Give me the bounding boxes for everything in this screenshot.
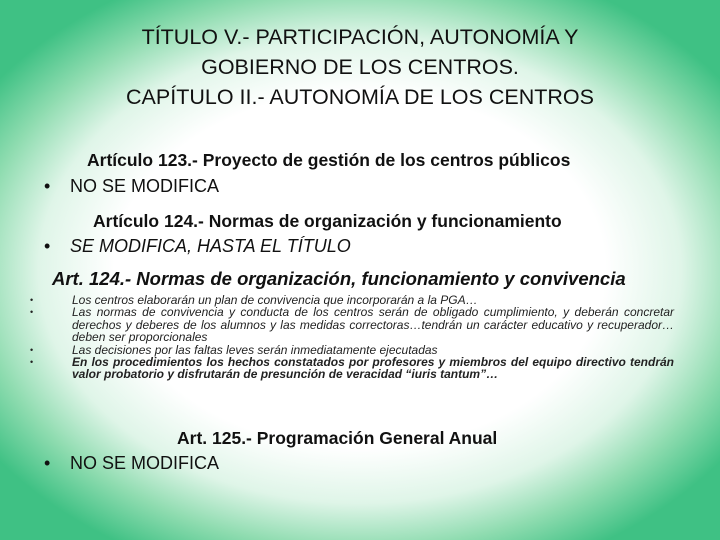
art124-heading: Artículo 124.- Normas de organización y funcionamiento: [93, 211, 562, 231]
art124-items-list: [30, 294, 674, 381]
bullet-icon: •: [30, 307, 34, 318]
list-item: [30, 306, 674, 343]
art125-status: NO SE MODIFICA: [70, 453, 220, 473]
list-item-text: Los centros elaborarán un plan de convivencia que incorporarán a la PGA…: [72, 293, 478, 307]
list-item-text: Las decisiones por las faltas leves serán inmediatamente ejecutadas: [72, 342, 438, 357]
title-line-1: TÍTULO V.- PARTICIPACIÓN, AUTONOMÍA Y: [141, 25, 579, 49]
bullet-icon: •: [30, 344, 34, 355]
art123-status-line: [44, 176, 219, 197]
art125-heading: Art. 125.- Programación General Anual: [177, 428, 498, 448]
title-line-2: GOBIERNO DE LOS CENTROS.: [201, 55, 519, 79]
art123-heading: Artículo 123.- Proyecto de gestión de los centros públicos: [87, 150, 571, 170]
title-line-3: CAPÍTULO II.- AUTONOMÍA DE LOS CENTROS: [126, 85, 594, 109]
art124-status-line: [44, 236, 351, 257]
list-item-text: Las normas de convivencia y conducta de los centros serán de obligado cumplimiento, y deberán concretar derechos y deberes de los alumnos y las medidas correctoras…tendrán un carácter educativo y recuperador…deben ser proporcionales: [72, 305, 674, 345]
art124-status: SE MODIFICA, HASTA EL TÍTULO: [70, 236, 351, 256]
art125-status-line: [44, 453, 219, 474]
bullet-icon: •: [30, 295, 34, 305]
bullet-icon: •: [30, 357, 34, 368]
list-item: [30, 356, 674, 381]
art123-status: NO SE MODIFICA: [70, 176, 220, 196]
bullet-icon: •: [44, 453, 51, 473]
art124-new-heading: Art. 124.- Normas de organización, funcionamiento y convivencia: [52, 268, 626, 289]
bullet-icon: •: [44, 236, 51, 256]
slide-title: [0, 22, 720, 112]
bullet-icon: •: [44, 176, 51, 196]
list-item-text: En los procedimientos los hechos constatados por profesores y miembros del equipo directivo tendrán valor probatorio y disfrutarán de presunción de veracidad “iuris tantum”…: [72, 355, 674, 382]
